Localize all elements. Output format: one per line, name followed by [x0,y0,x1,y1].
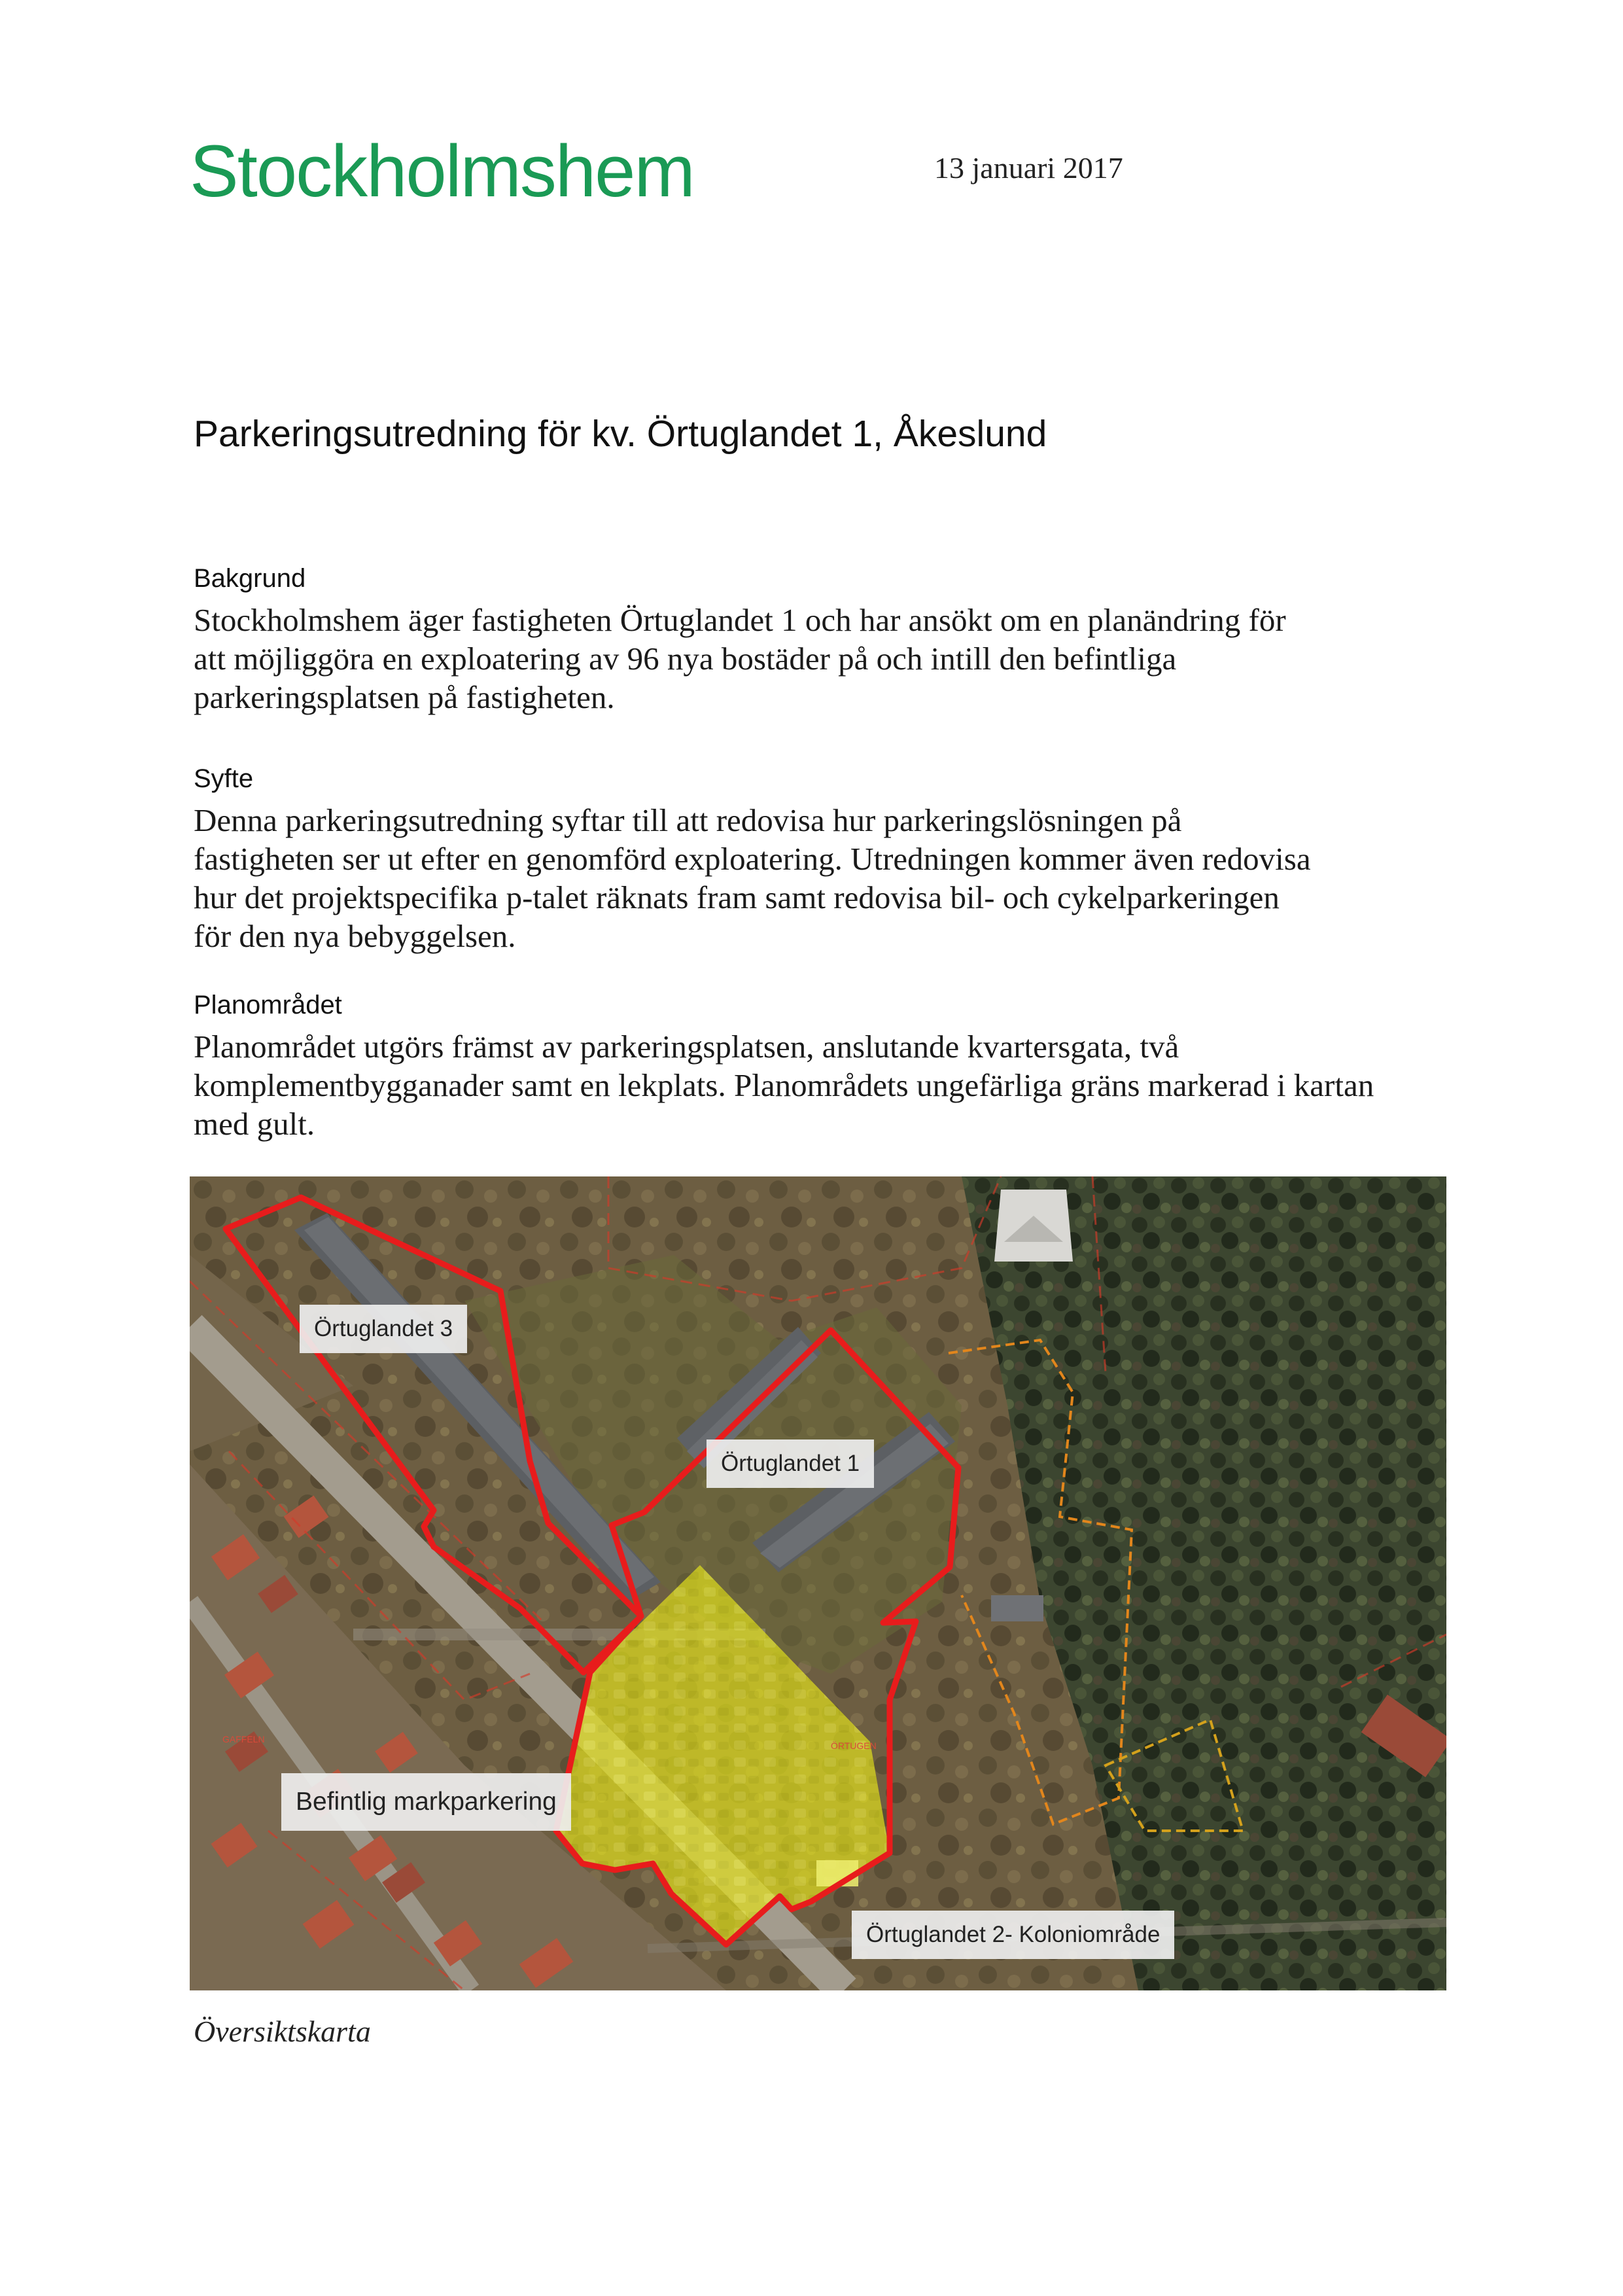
stockholmshem-logo: Stockholmshem [190,130,694,212]
section-body: Denna parkeringsutredning syftar till att redovisa hur parkeringslösningen på fastigheten ser ut efter en genomförd exploatering. Utredningen kommer även redovisa hur det projektspecifika p-talet räknats fram samt redovisa bil- och cykelparkeringen för den nya bebyggelsen. [194,802,1311,954]
section-heading: Syfte [194,764,254,793]
aerial-photo [190,1176,1446,1990]
map-label-ortuglandet-3: Örtuglandet 3 [300,1305,467,1353]
section-heading: Bakgrund [194,564,306,593]
map-street-label: GAFFELN [222,1734,265,1744]
section-heading: Planområdet [194,991,342,1019]
document-title: Parkeringsutredning för kv. Örtuglandet 1, Åkeslund [194,413,1047,455]
section-body: Planområdet utgörs främst av parkeringsplatsen, anslutande kvartersgata, två komplementbygganader samt en lekplats. Planområdets ungefärliga gräns markerad i kartan med gult. [194,1029,1374,1142]
section-planomradet [194,989,1437,1143]
map-label-parking: Befintlig markparkering [281,1773,571,1831]
overview-map [190,1176,1446,1990]
map-label-ortuglandet-2: Örtuglandet 2- Koloniområde [852,1911,1174,1959]
section-bakgrund [194,563,1437,716]
map-caption: Översiktskarta [194,2015,371,2048]
document-date: 13 januari 2017 [934,151,1123,185]
map-street-label: ÖRTUGEN [831,1740,877,1751]
section-syfte [194,763,1437,955]
map-label-ortuglandet-1: Örtuglandet 1 [707,1439,874,1488]
section-body: Stockholmshem äger fastigheten Örtuglandet 1 och har ansökt om en planändring för att möjliggöra en exploatering av 96 nya bostäder på och intill den befintliga parkeringsplatsen på fastigheten. [194,602,1286,715]
